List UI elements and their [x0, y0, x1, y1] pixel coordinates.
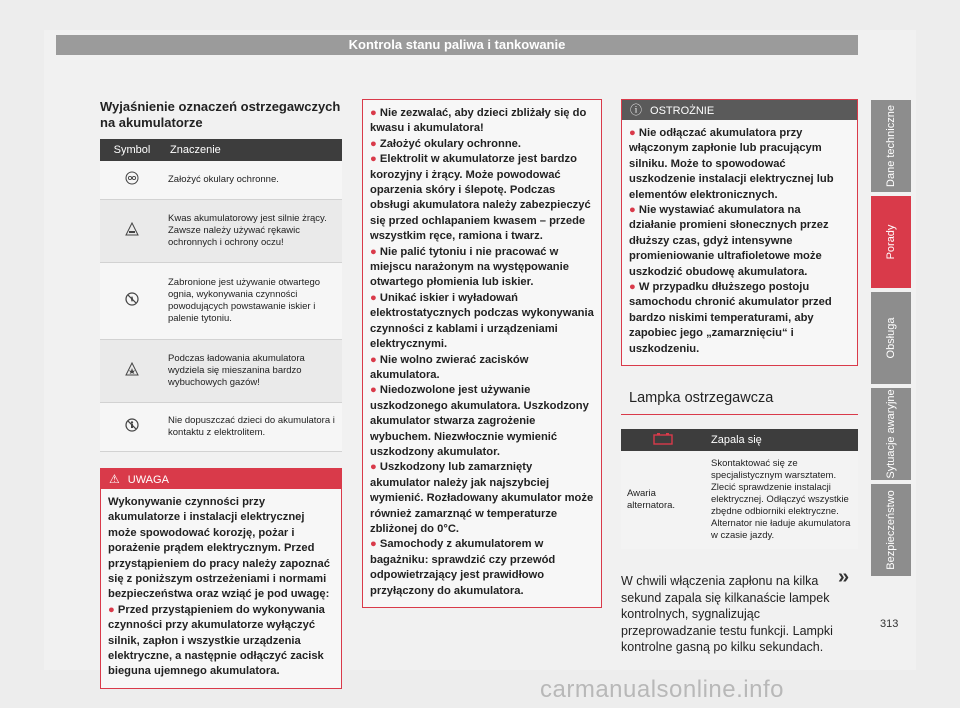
page-header: Kontrola stanu paliwa i tankowanie — [56, 35, 858, 55]
uwaga-continued-body — [363, 100, 601, 607]
table-row — [100, 200, 342, 263]
table-cell: Zabronione jest używanie otwartego ognia, wykonywania czynności powodujących powstawanie iskier i palenie tytoniu. — [164, 263, 342, 340]
tab-porady[interactable]: Porady — [871, 196, 911, 288]
list-item: ● Niedozwolone jest używanie uszkodzonego akumulatora. Uszkodzony akumulator stwarza zagrożenie wybuchem. Niezwłocznie wymienić uszkodzony akumulator. — [370, 384, 589, 458]
list-item: ● Założyć okulary ochronne. — [370, 137, 521, 150]
ostroznie-caution-box — [621, 99, 858, 366]
list-item: ● Unikać iskier i wyładowań elektrostatycznych podczas wykonywania czynności z kablami i urządzeniami elektrycznymi. — [370, 291, 594, 351]
table-cell: Założyć okulary ochronne. — [164, 161, 342, 200]
goggles-icon — [125, 171, 139, 185]
bullet-icon: ● — [370, 137, 380, 150]
list-item: ● Nie wystawiać akumulatora na działanie promieni słonecznych przez dłuższy czas, gdyż intensywne promieniowanie ultrafioletowe może uszkodzić obudowę akumulatora. — [629, 204, 829, 278]
ostroznie-list — [629, 126, 850, 357]
lampka-table — [621, 429, 858, 549]
lampka-heading: Lampka ostrzegawcza — [621, 390, 858, 415]
list-item: ● Przed przystąpieniem do wykonywania czynności przy akumulatorze wyłączyć silnik, zapłon i wszystkie urządzenia elektryczne, a następnie odłączyć zacisk bieguna ujemnego akumulatora. — [108, 603, 325, 678]
section-heading: Wyjaśnienie oznaczeń ostrzegawczych na akumulatorze — [100, 99, 341, 130]
table-row — [621, 451, 858, 549]
list-item: ● Uszkodzony lub zamarznięty akumulator należy jak najszybciej wymienić. Rozładowany akumulator może również zamarznąć w temperaturze zbliżonej do 0°C. — [370, 461, 594, 535]
bullet-icon: ● — [370, 461, 380, 474]
table-cell: Skontaktować się ze specjalistycznym warsztatem. Zlecić sprawdzenie instalacji elektrycznej. Odłączyć wszystkie zbędne odbiorniki elektryczne. Alternator nie ładuje akumulatora w czasie jazdy. — [705, 451, 858, 549]
uwaga-continued-box — [362, 99, 602, 608]
list-item: ● Nie wolno zwierać zacisków akumulatora. — [370, 353, 529, 381]
tab-obsluga[interactable]: Obsługa — [871, 292, 911, 384]
table-cell: Nie dopuszczać dzieci do akumulatora i kontaktu z elektrolitem. — [164, 403, 342, 452]
table-row — [100, 403, 342, 452]
lamp-column-header: Zapala się — [705, 429, 858, 451]
battery-icon — [653, 432, 673, 445]
table-row — [100, 161, 342, 200]
uwaga-header — [101, 469, 341, 489]
symbol-table — [100, 139, 342, 452]
table-row — [100, 263, 342, 340]
acid-icon — [125, 222, 139, 236]
page-number: 313 — [880, 618, 899, 630]
list-item: ● Nie palić tytoniu i nie pracować w miejscu narażonym na występowanie otwartego płomienia lub iskier. — [370, 245, 569, 289]
table-cell: Podczas ładowania akumulatora wydziela się mieszanina bardzo wybuchowych gazów! — [164, 340, 342, 403]
list-item: ● Elektrolit w akumulatorze jest bardzo korozyjny i żrący. Może powodować oparzenia skóry i ślepotę. Podczas obsługi akumulatora należy zabezpieczyć się przed ochlapaniem kwasem – przede wszystkim ręce, ramiona i twarz. — [370, 153, 591, 243]
uwaga-list — [108, 603, 334, 680]
uwaga-intro: Wykonywanie czynności przy akumulatorze i instalacji elektrycznej może spowodować korozję, pożar i porażenie prądem elektrycznym. Przed przystąpieniem do pracy należy zapoznać się z poniższym ostrzeżeniami i normami bezpieczeństwa oraz wziąć je pod uwagę: — [108, 496, 330, 601]
bullet-icon: ● — [108, 603, 118, 616]
bullet-icon: ● — [370, 538, 380, 551]
continue-arrow: » — [838, 566, 850, 588]
lamp-icon-header — [621, 429, 705, 451]
uwaga-body — [101, 489, 341, 688]
meaning-column-header: Znaczenie — [164, 139, 342, 161]
uwaga-continued-list — [370, 106, 594, 599]
column-middle — [362, 99, 602, 608]
uwaga-warning-box — [100, 468, 342, 689]
table-cell: Awaria alternatora. — [621, 451, 705, 549]
no-children-icon — [125, 418, 139, 432]
no-fire-icon — [125, 292, 139, 306]
bullet-icon: ● — [370, 384, 380, 397]
list-item: ● Samochody z akumulatorem w bagażniku: sprawdzić czy przewód odpowietrzający jest prawidłowo przyłączony do akumulatora. — [370, 538, 556, 597]
bullet-icon: ● — [370, 107, 380, 119]
bullet-icon: ● — [629, 127, 639, 139]
list-item: ● Nie zezwalać, aby dzieci zbliżały się do kwasu i akumulatora! — [370, 107, 587, 135]
table-row — [100, 340, 342, 403]
column-left — [100, 99, 342, 689]
explosion-icon — [125, 362, 139, 376]
bullet-icon: ● — [370, 353, 380, 366]
tab-dane-techniczne[interactable]: Dane techniczne — [871, 100, 911, 192]
watermark: carmanualsonline.info — [540, 676, 784, 703]
ostroznie-header — [622, 100, 857, 120]
list-item: ● W przypadku dłuższego postoju samochodu chronić akumulator przed bardzo niskimi temperaturami, aby zapobiec jego „zamarznięciu“ i uszkodzeniu. — [629, 281, 832, 355]
warning-triangle-icon: ⚠ — [109, 472, 120, 486]
list-item: ● Nie odłączać akumulatora przy włączonym zapłonie lub pracującym silniku. Może to spowodować uszkodzenie instalacji elektrycznej lub elementów elektronicznych. — [629, 127, 834, 201]
ostroznie-title: OSTROŻNIE — [650, 105, 715, 117]
bullet-icon: ● — [370, 245, 380, 258]
body-paragraph: W chwili włączenia zapłonu na kilka sekund zapala się kilkanaście lampek kontrolnych, sygnalizując przeprowadzanie testu funkcji. Lampki kontrolne gasną po kilku sekundach. — [621, 574, 833, 655]
column-right — [621, 99, 858, 656]
table-cell: Kwas akumulatorowy jest silnie żrący. Zawsze należy używać rękawic ochronnych i ochrony oczu! — [164, 200, 342, 263]
uwaga-title: UWAGA — [127, 474, 169, 486]
symbol-column-header: Symbol — [100, 139, 164, 161]
tab-sytuacje-awaryjne[interactable]: Sytuacje awaryjne — [871, 388, 911, 480]
tab-bezpieczenstwo[interactable]: Bezpieczeństwo — [871, 484, 911, 576]
bullet-icon: ● — [629, 204, 639, 217]
bullet-icon: ● — [370, 291, 380, 304]
bullet-icon: ● — [629, 281, 639, 294]
bullet-icon: ● — [370, 153, 380, 166]
ostroznie-body — [622, 120, 857, 365]
caution-icon: ⓘ — [630, 103, 643, 117]
